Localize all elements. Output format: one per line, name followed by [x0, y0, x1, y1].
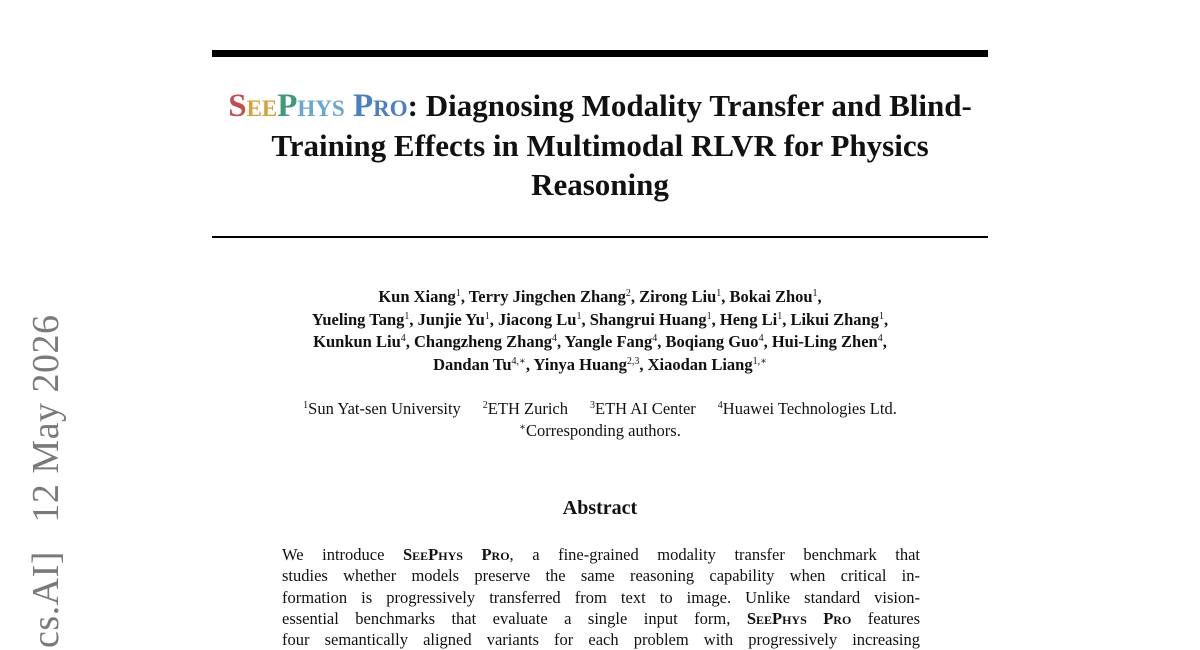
author-affiliation-sup: 4: [652, 333, 658, 344]
author-affiliation-sup: 1: [716, 288, 722, 299]
author-name: Yueling Tang: [311, 309, 405, 329]
title-top-rule: [212, 50, 988, 57]
corresponding-note: [212, 420, 988, 442]
author-affiliation-sup: 1: [455, 288, 461, 299]
affiliations: [212, 398, 988, 442]
abstract-line: [282, 608, 920, 629]
abstract-line: [282, 544, 920, 565]
author-name: Heng Li: [719, 309, 778, 329]
author-name: Changzheng Zhang: [414, 332, 553, 351]
author-name: Junjie Yu: [417, 309, 485, 329]
author-name: Kunkun Liu: [313, 332, 401, 351]
abstract-text: , a fine-grained modality transfer benchmark that: [509, 545, 920, 564]
title-bottom-rule: [212, 236, 988, 238]
author-affiliation-sup: 1: [706, 310, 712, 322]
author-line: Kun Xiang$^1$, Terry Jingchen Zhang$^2$, Zirong Liu$^1$, Bokai Zhou$^1$,: [378, 287, 822, 306]
author-line: Dandan $Tu^{4,∗}$, Yinya Huang$^{2,3}$, Xiaodan Liang$^{1,∗}$: [433, 354, 767, 374]
author-affiliation-sup: 2,3: [626, 355, 640, 367]
author-name: Zirong Liu: [639, 287, 717, 306]
author-affiliation-sup: 1: [812, 288, 818, 299]
author-affiliation-sup: 4,∗: [511, 355, 526, 367]
abstract-line: [282, 565, 920, 586]
author-affiliation-sup: 4: [400, 333, 406, 344]
arxiv-identifier-stamp: [20, 314, 72, 648]
author-line: Yueling Tang$^1$, Junjie Yu$^1$, Jiacong Lu$^1$, Shangrui Huang$^1$, Heng Li$^1$, Likui Zhang$^1$,: [311, 309, 889, 329]
brand-letter: P: [277, 88, 298, 124]
paper-title: [212, 86, 988, 204]
author-affiliation-sup: 4: [877, 333, 883, 344]
author-name: Kun Xiang: [378, 287, 456, 306]
author-name: Shangrui Huang: [589, 309, 707, 329]
author-name: Yangle Fang: [564, 332, 653, 351]
abstract-body: [282, 544, 920, 650]
affiliation-item: [590, 399, 696, 418]
brand-letter: S: [228, 88, 247, 124]
author-name: Xiaodan Liang: [647, 354, 753, 374]
author-name: Hui-Ling Zhen: [771, 332, 878, 351]
affiliation-sup: 3: [589, 400, 595, 411]
author-affiliation-sup: 1: [878, 310, 884, 322]
author-name: Jiacong Lu: [498, 309, 577, 329]
abstract-text: four semantically aligned variants for each problem with progressively increasing: [282, 630, 920, 650]
abstract-brand-name: SeePhys Pro: [402, 545, 510, 564]
affiliation-name: ETH AI Center: [594, 399, 696, 418]
author-list: [212, 286, 988, 376]
author-name: Terry Jingchen Zhang: [468, 287, 626, 306]
abstract-text: studies whether models preserve the same reasoning capability when critical in-: [282, 566, 920, 586]
affiliation-item: [483, 399, 568, 418]
affiliation-sup: 4: [717, 400, 723, 411]
corresponding-sup: ∗: [519, 422, 526, 433]
author-affiliation-sup: 4: [552, 333, 558, 344]
brand-letter: Pro: [352, 88, 408, 124]
affiliation-name: ETH Zurich: [487, 399, 568, 418]
abstract-line: [282, 629, 920, 650]
affiliation-item: [303, 399, 461, 418]
author-affiliation-sup: 1: [576, 310, 582, 322]
author-name: Yinya Huang: [533, 354, 627, 374]
corresponding-text: Corresponding authors.: [525, 421, 681, 440]
arxiv-date: 12 May 2026: [25, 314, 67, 523]
author-affiliation-sup: 1: [777, 310, 783, 322]
abstract-line: [282, 587, 920, 608]
author-affiliation-sup: 1: [404, 310, 410, 322]
brand-letter: hys: [297, 88, 345, 124]
abstract-text: formation is progressively transferred from text to image. Unlike standard vision-: [282, 587, 920, 607]
author-name: Bokai Zhou: [729, 287, 813, 306]
affiliation-name: Sun Yat-sen University: [308, 399, 461, 418]
abstract-heading: Abstract: [562, 497, 638, 519]
author-affiliation-sup: 2: [625, 288, 631, 299]
author-affiliation-sup: 4: [758, 333, 764, 344]
author-name: Dandan Tu: [433, 354, 512, 374]
affiliation-line: [212, 398, 988, 420]
brand-letter: [345, 88, 353, 124]
brand-letter: ee: [246, 88, 278, 124]
author-line: Kunkun Liu$^4$, Changzheng Zhang$^4$, Yangle Fang$^4$, Boqiang Guo$^4$, Hui-Ling Zhen$^4$,: [313, 332, 887, 351]
abstract-text: essential benchmarks that evaluate a single input form,: [282, 608, 747, 628]
author-name: Likui Zhang: [790, 309, 879, 329]
affiliation-sup: 2: [482, 400, 488, 411]
title-text: : Diagnosing Modality Transfer and Blind-Training Effects in Multimodal RLVR for Physics Reasoning: [271, 88, 972, 202]
affiliation-item: [718, 399, 897, 418]
abstract-text: features: [851, 608, 920, 628]
abstract-brand-name: SeePhys Pro: [746, 608, 852, 628]
author-affiliation-sup: 1,∗: [752, 355, 767, 367]
author-affiliation-sup: 1: [484, 310, 490, 322]
affiliation-sup: 1: [303, 400, 309, 411]
author-name: Boqiang Guo: [665, 332, 759, 351]
affiliation-name: Huawei Technologies Ltd.: [722, 399, 897, 418]
title-brand-name: [228, 88, 407, 124]
arxiv-category: cs.AI]: [25, 551, 67, 648]
abstract-text: We introduce: [282, 545, 403, 564]
